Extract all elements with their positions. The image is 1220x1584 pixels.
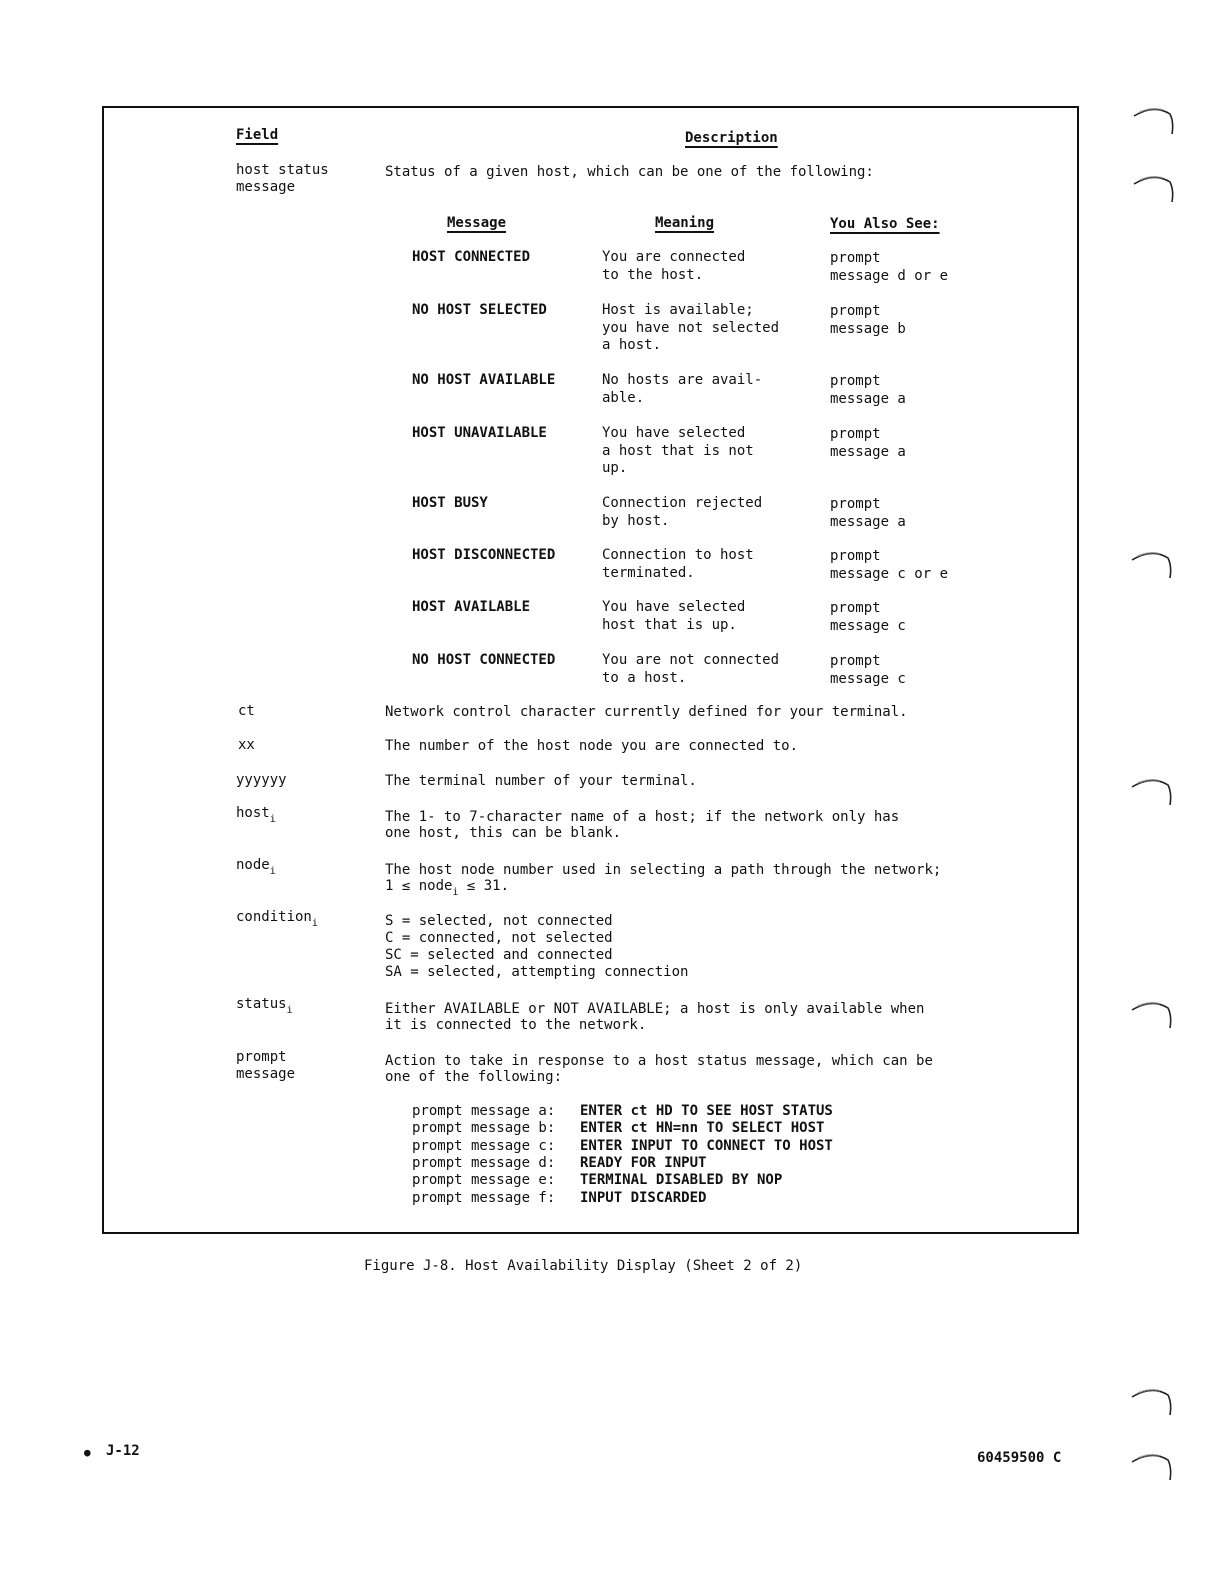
status-meaning-line: No hosts are avail- bbox=[602, 372, 763, 388]
prompt-message-text: READY FOR INPUT bbox=[580, 1154, 707, 1171]
field-node-i: node$_i$ bbox=[236, 857, 276, 877]
status-see-also-line: message a bbox=[830, 514, 906, 530]
status-see-also-line: prompt bbox=[830, 303, 881, 319]
binder-hole-mark bbox=[1132, 104, 1176, 138]
node-description: The host node number used in selecting a path through the network; bbox=[385, 862, 942, 878]
page-number: J-12 bbox=[106, 1443, 140, 1459]
field-prompt-line1: prompt bbox=[236, 1049, 287, 1065]
prompt-message-text: ENTER INPUT TO CONNECT TO HOST bbox=[580, 1137, 833, 1154]
binder-hole-mark bbox=[1130, 1450, 1174, 1484]
status-meaning-line: by host. bbox=[602, 512, 670, 529]
yyyyyy-description: The terminal number of your terminal. bbox=[385, 773, 697, 789]
xx-description: The number of the host node you are connected to. bbox=[385, 738, 799, 754]
binder-hole-mark bbox=[1130, 1385, 1174, 1419]
status-see-also-line: message d or e bbox=[830, 268, 949, 284]
status-meaning-line: You have selected bbox=[602, 599, 746, 615]
status-see-also-line: prompt bbox=[830, 600, 881, 616]
status-see-also-line: message c or e bbox=[830, 566, 949, 582]
status-meaning-line: Host is available; bbox=[602, 302, 754, 318]
document-number: 60459500 C bbox=[977, 1450, 1062, 1466]
status-meaning-line: to the host. bbox=[602, 266, 704, 283]
prompt-message-label: prompt message e: bbox=[412, 1172, 556, 1189]
status-see-also-line: message b bbox=[830, 321, 906, 337]
prompt-message-label: prompt message c: bbox=[412, 1137, 556, 1154]
status-see-also-line: message c bbox=[830, 671, 906, 687]
meaning-column-header: Meaning bbox=[655, 215, 715, 231]
field-column-header: Field bbox=[236, 127, 279, 143]
host-description-line1: The 1- to 7-character name of a host; if the network only has bbox=[385, 809, 900, 825]
status-meaning-line: up. bbox=[602, 460, 628, 476]
status-description-line1: Either AVAILABLE or NOT AVAILABLE; a host is only available when bbox=[385, 1001, 925, 1017]
status-message-name: NO HOST SELECTED bbox=[412, 302, 547, 318]
prompt-message-text: INPUT DISCARDED bbox=[580, 1189, 707, 1206]
status-message-name: HOST AVAILABLE bbox=[412, 599, 531, 615]
prompt-message-text: TERMINAL DISABLED BY NOP bbox=[580, 1172, 783, 1189]
prompt-message-label: prompt message b: bbox=[412, 1120, 556, 1137]
ct-description: Network control character currently defined for your terminal. bbox=[385, 704, 908, 720]
prompt-message-label: prompt message f: bbox=[412, 1189, 556, 1206]
status-see-also-line: message a bbox=[830, 444, 906, 460]
see-column-header: You Also See: bbox=[830, 216, 940, 232]
status-message-name: HOST BUSY bbox=[412, 495, 488, 511]
prompt-message-label: prompt message a: bbox=[412, 1103, 556, 1119]
prompt-description-line2: one of the following: bbox=[385, 1069, 563, 1085]
binder-hole-mark bbox=[1130, 775, 1174, 809]
status-meaning-line: You are connected bbox=[602, 249, 746, 265]
binder-hole-mark bbox=[1130, 998, 1174, 1032]
description-column-header: Description bbox=[685, 130, 778, 146]
status-message-name: NO HOST CONNECTED bbox=[412, 652, 556, 668]
field-condition-i: condition$_i$ bbox=[236, 909, 318, 929]
status-meaning-line: to a host. bbox=[602, 669, 687, 686]
status-message-name: HOST CONNECTED bbox=[412, 249, 531, 265]
field-status-i: status$_i$ bbox=[236, 996, 293, 1016]
binder-hole-mark bbox=[1132, 172, 1176, 206]
field-host-status-line1: host status bbox=[236, 162, 329, 178]
status-see-also-line: message c bbox=[830, 618, 906, 634]
status-see-also-line: prompt bbox=[830, 653, 881, 669]
status-meaning-line: a host that is not bbox=[602, 442, 754, 459]
status-message-name: HOST UNAVAILABLE bbox=[412, 425, 547, 441]
status-meaning-line: able. bbox=[602, 389, 645, 406]
status-see-also-line: prompt bbox=[830, 426, 881, 442]
status-see-also-line: prompt bbox=[830, 496, 881, 512]
status-description-line2: it is connected to the network. bbox=[385, 1017, 647, 1033]
host-description-line2: one host, this can be blank. bbox=[385, 825, 622, 841]
bullet-marker: ● bbox=[84, 1446, 91, 1459]
condition-line: S = selected, not connected bbox=[385, 913, 613, 929]
field-host-i: host$_i$ bbox=[236, 805, 276, 825]
condition-line: SA = selected, attempting connection bbox=[385, 964, 689, 980]
status-meaning-line: Connection rejected bbox=[602, 495, 763, 511]
figure-caption: Figure J-8. Host Availability Display (Sheet 2 of 2) bbox=[364, 1258, 803, 1274]
prompt-message-label: prompt message d: bbox=[412, 1154, 556, 1171]
message-column-header: Message bbox=[447, 215, 507, 231]
status-meaning-line: You are not connected bbox=[602, 652, 780, 668]
field-xx: xx bbox=[238, 737, 255, 753]
status-message-name: HOST DISCONNECTED bbox=[412, 547, 556, 563]
field-yyyyyy: yyyyyy bbox=[236, 772, 287, 788]
status-message-name: NO HOST AVAILABLE bbox=[412, 372, 556, 388]
prompt-message-text: ENTER ct HN=nn TO SELECT HOST bbox=[580, 1120, 825, 1137]
status-meaning-line: You have selected bbox=[602, 425, 746, 441]
node-range: 1 ≤ node$_i$ ≤ 31. bbox=[385, 878, 510, 898]
binder-hole-mark bbox=[1130, 548, 1174, 582]
status-see-also-line: prompt bbox=[830, 373, 881, 389]
status-meaning-line: terminated. bbox=[602, 564, 695, 581]
condition-line: C = connected, not selected bbox=[385, 930, 613, 946]
status-see-also-line: prompt bbox=[830, 250, 881, 266]
status-see-also-line: prompt bbox=[830, 548, 881, 564]
prompt-message-text: ENTER ct HD TO SEE HOST STATUS bbox=[580, 1103, 833, 1119]
field-ct: ct bbox=[238, 703, 255, 719]
field-prompt-line2: message bbox=[236, 1066, 296, 1082]
field-host-status-line2: message bbox=[236, 179, 296, 195]
status-meaning-line: a host. bbox=[602, 337, 662, 353]
status-meaning-line: you have not selected bbox=[602, 319, 780, 336]
status-meaning-line: Connection to host bbox=[602, 547, 754, 563]
status-see-also-line: message a bbox=[830, 391, 906, 407]
host-status-description: Status of a given host, which can be one of the following: bbox=[385, 164, 874, 180]
condition-line: SC = selected and connected bbox=[385, 947, 613, 963]
prompt-description-line1: Action to take in response to a host status message, which can be bbox=[385, 1053, 933, 1069]
status-meaning-line: host that is up. bbox=[602, 616, 737, 633]
